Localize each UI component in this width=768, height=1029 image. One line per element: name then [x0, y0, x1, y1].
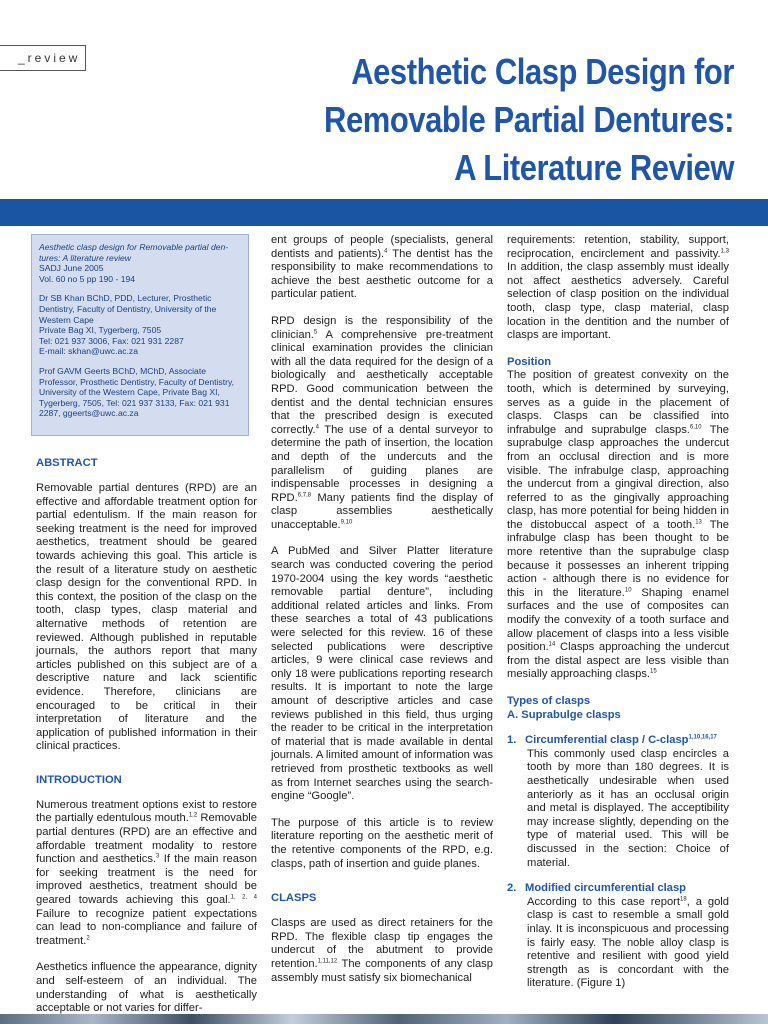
text-run: Removable partial dentures (RPD) are an effective and affordable treatment modality to restore function and aesthetics. [36, 812, 257, 866]
text-run: Clasps are used as direct retainers for the RPD. The flexible clasp tip engages the undercut of the abutment to provide retention. [271, 917, 493, 970]
author-2-affiliation: Prof GAVM Geerts BChD, MChD, Associate Professor, Prosthetic Dentistry, Faculty of Dentistry, University of the Western Cape, Private Bag XI, Tygerberg, 7505, Tel: 021 937 3133, Fax: 021 931 2287, ggeerts@uwc.ac.za [39, 365, 235, 419]
footnote-ref: 18 [680, 895, 687, 902]
text-run: ent groups of people (specialists, general dentists and patients). [271, 234, 493, 260]
title-line-3: A Literature Review [454, 147, 734, 188]
citation [39, 242, 242, 284]
title-line-1: Aesthetic Clasp Design for [351, 51, 734, 92]
text-run: RPD design is the responsibility of the clinician. [271, 314, 493, 341]
text-run: The infrabulge clasp has been thought to be more retentive than the suprabulge clasp because it possesses an inherent tripping action - although there is no evidence for this in the literature. [507, 518, 729, 599]
footnote-ref: 1,10,16,17 [688, 734, 717, 741]
text-run: The use of a dental surveyor to determine the path of insertion, the location and depth of the undercuts and the parallelism of guiding planes are indispensable processes in designing a RPD. [271, 423, 493, 504]
footnote-ref: 1,11,12 [317, 958, 338, 965]
list-item-body [525, 896, 729, 991]
col2-paragraph-2 [271, 315, 493, 533]
position-heading: Position [507, 355, 552, 368]
col2-paragraph-1 [271, 234, 493, 302]
citation-line-1: Aesthetic clasp design for Removable partial den- [39, 242, 229, 252]
title-line-2: Removable Partial Dentures: [324, 99, 734, 140]
list-item-body: This commonly used clasp encircles a tooth by more than 180 degrees. It is aesthetically undesirable when used anteriorly as it has an occlusal origin and metal is displayed. The acceptibility may increase slightly, depending on the type of material used. This will be discussed in the section: Choice of material. [527, 747, 729, 869]
introduction-paragraph-2: Aesthetics influence the appearance, dignity and self-esteem of an individual. The understanding of what is aesthetically acceptable or not varies for differ- [36, 961, 257, 1015]
col2-paragraph-5 [271, 917, 493, 985]
text-run: Shaping enamel surfaces and the use of composites can modify the convexity of a tooth surface and allow placement of clasps into a less visible position. [507, 586, 729, 654]
footnote-ref: 4 [315, 423, 319, 430]
abstract-text: Removable partial dentures (RPD) are an effective and affordable treatment option for partial edentulism. If the main reason for seeking treatment is the need for improved aesthetics, treatment should be geared towards achieving this goal. This article is the result of a literature study on aesthetic clasp design for the conventional RPD. In this context, the position of the clasp on the tooth, clasp types, clasp material and alternative methods of retention are reviewed. Although published in reputable journals, the authors report that many articles published on this subject are of a descriptive nature and lack scientific evidence. Therefore, clinicians are encouraged to be critical in their interpretation of literature and the application of published information in their clinical practices. [36, 482, 257, 753]
footnote-ref: 6,10 [689, 423, 702, 430]
footer-image-strip [0, 1014, 768, 1024]
column-1 [36, 456, 257, 1029]
column-3 [507, 234, 729, 1003]
clasps-heading: CLASPS [271, 892, 317, 905]
abstract-heading: ABSTRACT [36, 457, 98, 469]
types-heading: Types of clasps [507, 695, 591, 707]
text-run: The suprabulge clasp approaches the undercut from an occlusal direction and is more visible. The infrabulge clasp, approaching the undercut from a gingival direction, also referred to as the gingivally approaching clasp, has more potential for being hidden in the distobuccal aspect of a tooth. [507, 423, 729, 531]
footnote-ref: 10 [624, 587, 632, 594]
footnote-ref: 13 [695, 519, 702, 526]
footnote-ref: 1, 2, 4 [230, 894, 257, 901]
column-2 [271, 234, 493, 998]
col2-paragraph-4: The purpose of this article is to review literature reporting on the aesthetic merit of the retentive components of the RPD, e.g. clasps, path of insertion and guide planes. [271, 816, 493, 870]
footnote-ref: 2 [86, 935, 90, 942]
citation-line-3: SADJ June 2005 [39, 263, 104, 274]
author-2 [39, 366, 242, 419]
footnote-ref: 1,2 [188, 812, 198, 819]
text-run: According to this case report [527, 895, 680, 908]
citation-line-4: Vol. 60 no 5 pp 190 - 194 [39, 273, 136, 284]
list-item-title: Modified circumferential clasp [525, 882, 687, 895]
author-1-affiliation: Dr SB Khan BChD, PDD, Lecturer, Prosthetic Dentistry, Faculty of Dentistry, University of the Western Cape [39, 293, 217, 325]
text-run: Clasps approaching the undercut from the distal aspect are less visible than mesially approaching clasps. [507, 641, 729, 681]
author-1 [39, 293, 242, 357]
text-run: requirements: retention, stability, support, reciprocation, encirclement and passivity. [507, 234, 729, 260]
text-run: A comprehensive pre-treatment clinical examination provides the clinician with all the data required for the design of a biologically and aesthetically acceptable RPD. Good communication between the dentist and the dental technician ensures that the prescribed design is executed correctly. [271, 328, 493, 436]
col3-paragraph-1 [507, 234, 729, 343]
section-tag: _review [0, 45, 86, 71]
text-run: In addition, the clasp assembly must ideally not affect aesthetics adversely. Careful selection of clasp position on the individual tooth, clasp type, clasp material, clasp location in the dentition and the number of clasps are important. [507, 261, 729, 342]
introduction-heading: INTRODUCTION [36, 773, 122, 786]
list-item-circumferential-clasp [507, 734, 729, 870]
title-band [0, 199, 768, 226]
citation-box [31, 234, 249, 436]
text-run: , a gold clasp is cast to resemble a small gold inlay. It is inconspicuous and processing is fairly easy. The noble alloy clasp is retentive and resilient with good yield strength as is concordant with the literature. (Figure 1) [527, 895, 729, 990]
footnote-ref: 15 [650, 668, 657, 675]
footnote-ref: 1,3 [720, 247, 729, 254]
footnote-ref: 5 [313, 328, 318, 335]
list-number: 2. [507, 882, 517, 895]
text-run: Numerous treatment options exist to restore the partially edentulous mouth. [36, 798, 257, 825]
footnote-ref: 14 [548, 641, 556, 648]
article-title [218, 48, 734, 192]
footnote-ref: 9,10 [340, 519, 353, 526]
list-item-modified-circumferential-clasp [507, 882, 729, 991]
list-item-title [525, 734, 729, 748]
footnote-ref: 4 [384, 247, 388, 254]
col2-paragraph-3: A PubMed and Silver Platter literature search was conducted covering the period 1970-2004 using the key words “aesthetic removable partial denture”, including additional related articles and links. From these searches a total of 43 publications were selected for this review. 16 of these selected publications were descriptive articles, 9 were clinical case reviews and only 18 were publications reporting research results. It is important to note the large amount of descriptive articles and case reviews published in this field, thus urging the reader to be critical in the interpretation of material that is made available in dental journals. A limited amount of information was retrieved from prosthetic textbooks as well as from Internet searches using the search-engine “Google”. [271, 545, 493, 803]
author-1-address: Private Bag XI, Tygerberg, 7505 [39, 325, 162, 336]
suprabulge-subheading: A. Suprabulge clasps [507, 708, 621, 721]
footnote-ref: 3 [156, 853, 160, 860]
text-run: The components of any clasp assembly must satisfy six biomechanical [271, 957, 493, 984]
position-paragraph [507, 369, 729, 682]
footnote-ref: 6,7,8 [297, 491, 312, 498]
text-run: The dentist has the responsibility to make recommendations to achieve the best aesthetic outcome for a particular patient. [271, 247, 493, 301]
author-1-phone: Tel: 021 937 3006, Fax: 021 931 2287 [39, 335, 184, 346]
text-run: Many patients find the display of clasp assemblies aesthetically unacceptable. [271, 491, 493, 531]
text-run: The position of greatest convexity on the tooth, which is determined by surveying, serves as a guide in the placement of clasps. Clasps can be classified into infrabulge and suprabulge clasps. [507, 369, 729, 436]
list-number: 1. [507, 734, 517, 747]
author-1-email: E-mail: skhan@uwc.ac.za [39, 346, 138, 357]
introduction-paragraph-1 [36, 799, 257, 949]
text-run: If the main reason for seeking treatment is the need for improved aesthetics, treatment should be geared towards achieving this goal. [36, 853, 257, 907]
text-run: Failure to recognize patient expectations can lead to non-compliance and failure of treatment. [36, 907, 257, 947]
text-run: Circumferential clasp / C-clasp [525, 734, 689, 747]
citation-line-2: tures: A literature review [39, 252, 132, 263]
